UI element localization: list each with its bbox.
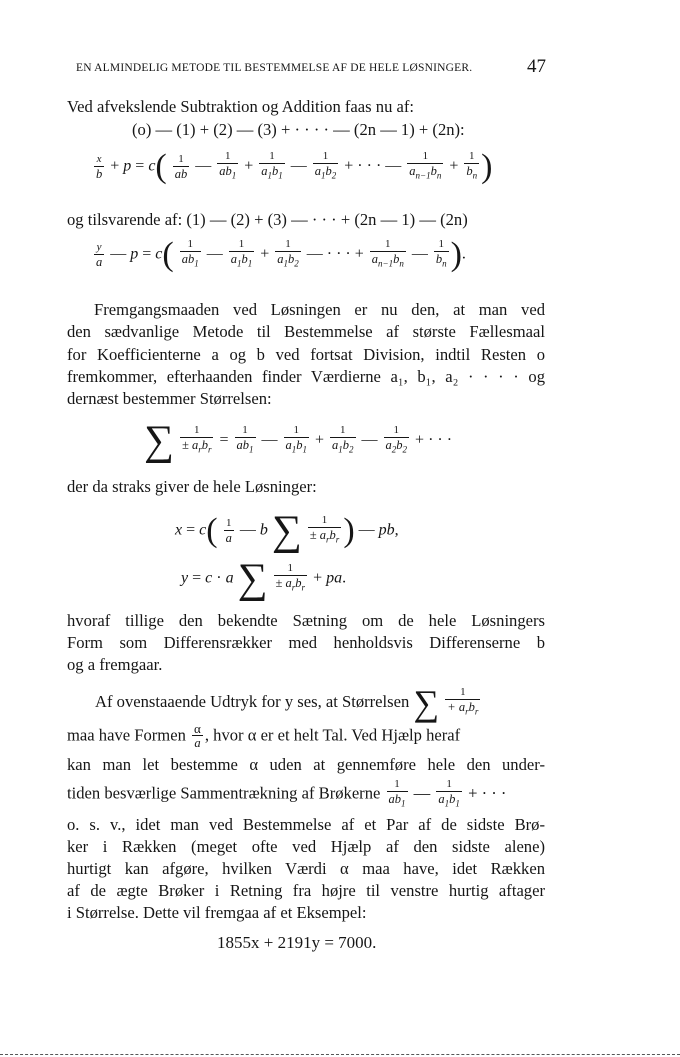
equation-x-solution: x = c( $\frac{1}{a}$ — b ∑ $\frac{1}{\pm a_rb_r}$ ) — pb,: [175, 508, 399, 554]
para6-line2-text: maa have Formen: [67, 725, 186, 745]
running-head: EN ALMINDELIG METODE TIL BESTEMMELSE AF DE HELE LØSNINGER.: [76, 62, 473, 74]
equation-sum: ∑ $\frac{1}{\pm a_rb_r}$ = $\frac{1}{ab_1}$ — $\frac{1}{a_1b_1}$ + $\frac{1}{a_1b_2}$ — $\frac{1}{a_2b_2}$ + · · ·: [144, 418, 453, 464]
para6-line8: af de ægte Brøker i Retning fra højre til venstre hurtig aftager: [67, 881, 545, 900]
para6-line6: ker i Rækken (meget ofte ved Hjælp af den sidste alene): [67, 837, 545, 856]
para3-line3: for Koefficienterne a og b ved fortsat Division, indtil Resten o: [67, 345, 545, 364]
para3-line5: dernæst bestemmer Størrelsen:: [67, 389, 272, 408]
para1-line2: (o) — (1) + (2) — (3) + · · · · — (2n — 1) + (2n):: [132, 120, 465, 139]
final-equation: 1855x + 2191y = 7000.: [217, 933, 377, 952]
para6-line1: Af ovenstaaende Udtryk for y ses, at Størrelsen ∑ $\frac{1}{+ a_rb_r}$: [95, 683, 479, 723]
para6-line2: maa have Formen $\frac{\alpha}{a}$ , hvor α er et helt Tal. Ved Hjælp heraf: [67, 721, 461, 750]
para6-line3: kan man let bestemme α uden at gennemføre hele den under-: [67, 755, 545, 774]
equation-x-plus-p: $\frac{x}{b}$ + p = c( $\frac{1}{ab}$ — $\frac{1}{ab_1}$ + $\frac{1}{a_1b_1}$ — $\frac{1}{a_1b_2}$ + · · · — $\frac{1}{a_{n-1}b_n}$ + $\frac{1}{b_n}$ ): [96, 148, 493, 185]
para4-line1: der da straks giver de hele Løsninger:: [67, 477, 317, 496]
para6-line5: o. s. v., idet man ved Bestemmelse af et Par af de sidste Brø-: [67, 815, 545, 834]
para6-line4-text: tiden besværlige Sammentrækning af Brøkerne: [67, 783, 381, 803]
page-bottom-edge: [0, 1054, 680, 1055]
equation-y-minus-p: $\frac{y}{a}$ — p = c( $\frac{1}{ab_1}$ — $\frac{1}{a_1b_1}$ + $\frac{1}{a_1b_2}$ — · · · + $\frac{1}{a_{n-1}b_n}$ — $\frac{1}{b_n}$ ).: [96, 236, 466, 273]
para5-line2: Form som Differensrækker med henholdsvis Differenserne b: [67, 633, 545, 652]
para3-line4: fremkommer, efterhaanden finder Værdierne a₁, b₁, a₂ · · · · og: [67, 367, 545, 386]
para5-line1: hvoraf tillige den bekendte Sætning om de hele Løsningers: [67, 611, 545, 630]
page-number: 47: [527, 56, 546, 77]
para6-line1-text: Af ovenstaaende Udtryk for y ses, at Størrelsen: [95, 691, 410, 711]
para6-line9: i Størrelse. Dette vil fremgaa af et Eksempel:: [67, 903, 367, 922]
para6-line2b-text: , hvor α er et helt Tal. Ved Hjælp heraf: [204, 725, 461, 745]
para6-line7: hurtigt kan afgøre, hvilken Værdi α maa have, idet Rækken: [67, 859, 545, 878]
para5-line3: og a fremgaar.: [67, 655, 163, 674]
para2-line1: og tilsvarende af: (1) — (2) + (3) — · · · + (2n — 1) — (2n): [67, 210, 468, 229]
para6-line4: tiden besværlige Sammentrækning af Brøkerne $\frac{1}{ab_1}$ — $\frac{1}{a_1b_1}$ + · · ·: [67, 778, 506, 812]
para3-line2: den sædvanlige Metode til Bestemmelse af største Fællesmaal: [67, 322, 545, 341]
para3-line1: Fremgangsmaaden ved Løsningen er nu den, at man ved: [94, 300, 545, 319]
para1-line1: Ved afvekslende Subtraktion og Addition faas nu af:: [67, 97, 415, 116]
equation-y-solution: y = c · a ∑ $\frac{1}{\pm a_rb_r}$ + pa.: [181, 556, 347, 602]
